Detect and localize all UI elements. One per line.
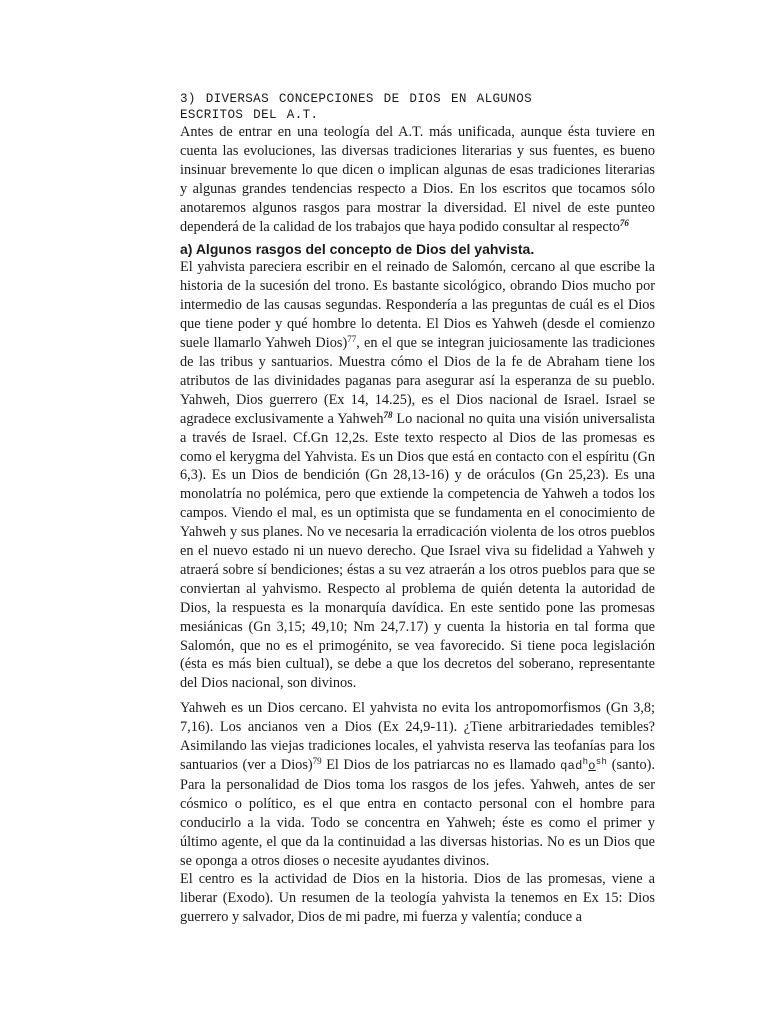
footnote-ref-79[interactable]: 79 <box>312 756 322 767</box>
subheading-yahvista: a) Algunos rasgos del concepto de Dios del yahvista. <box>180 241 535 258</box>
footnote-ref-76[interactable]: 76 <box>619 217 629 228</box>
section-heading-line-2: ESCRITOS DEL A.T. <box>180 107 319 122</box>
intro-paragraph <box>180 123 655 236</box>
paragraph-yahvista-2 <box>180 699 655 870</box>
translit-part: sh <box>595 757 608 768</box>
paragraph-text: El yahvista pareciera escribir en el reinado de Salomón, cercano al que escribe la historia de la sucesión del trono. Es bastante sicológico, obrando Dios mucho por intermedio de las causas segundas. Respondería a las preguntas de cuál es el Dios que tiene poder y qué hombre lo detenta. El Dios es Yahweh (desde el comienzo suele llamarlo Yahweh Dios) <box>180 259 655 352</box>
paragraph-yahvista-3 <box>180 870 655 927</box>
paragraph-text: , en el que se integran juiciosamente las tradiciones de las tribus y santuarios. Muestra cómo el Dios de la fe de Abraham tiene los atributos de las divinidades paganas para asegurar así la esperanza de su pueblo. Yahweh, Dios guerrero (Ex 14, 14.25), es el Dios nacional de Israel. Israel se agradece exclusivamente a Yahweh <box>180 335 655 427</box>
section-heading-line-1: 3) DIVERSAS CONCEPCIONES DE DIOS EN ALGUNOS <box>180 92 533 106</box>
paragraph-yahvista-1 <box>180 258 655 693</box>
footnote-ref-77[interactable]: 77 <box>347 334 357 345</box>
translit-part: o <box>588 759 596 773</box>
section-heading <box>180 92 655 123</box>
paragraph-text: El Dios de los patriarcas no es llamado <box>321 757 561 773</box>
transliteration-qadhosh <box>560 759 607 773</box>
document-page <box>180 92 655 927</box>
paragraph-text: El centro es la actividad de Dios en la historia. Dios de las promesas, viene a liberar (Exodo). Un resumen de la teología yahvista la tenemos en Ex 15: Dios guerrero y salvador, Dios de mi padre, mi fuerza y valentía; conduce a <box>180 871 655 926</box>
translit-part: qad <box>560 759 583 773</box>
paragraph-text: Lo nacional no quita una visión universalista a través de Israel. Cf.Gn 12,2s. Este texto respecto al Dios de las promesas es como el kerygma del Yahvista. Es un Dios que está en contacto con el espíritu (Gn 6,3). Es un Dios de bendición (Gn 28,13-16) y de oráculos (Gn 25,23). Es una monolatría no polémica, pero que extiende la competencia de Yahweh a todos los campos. Viendo el mal, es un optimista que se fundamenta en el conocimiento de Yahweh y sus planes. No ve necesaria la erradicación violenta de los otros pueblos en el nuevo estado ni un nuevo derecho. Que Israel viva su fidelidad a Yahweh y atraerá sobre sí bendiciones; éstas a su vez atraerán a los otros pueblos para que se conviertan al yahvismo. Respecto al problema de quién detenta la autoridad de Dios, la respuesta es la monarquía davídica. En este sentido pone las promesas mesiánicas (Gn 3,15; 49,10; Nm 24,7.17) y cuenta la historia en tal forma que Salomón, que no es el primogénito, se vea favorecido. Si tiene poca legislación (ésta es más bien cultual), se debe a que los decretos del soberano, representante del Dios nacional, son divinos. <box>180 410 655 692</box>
footnote-ref-78[interactable]: 78 <box>383 409 393 420</box>
paragraph-text: Yahweh es un Dios cercano. El yahvista no evita los antropomorfismos (Gn 3,8; 7,16). Los ancianos ven a Dios (Ex 24,9-11). ¿Tiene arbitrariedades temibles? Asimilando las viejas tradiciones locales, el yahvista reserva las teofanías para los santuarios (ver a Dios) <box>180 700 655 773</box>
translit-part: h <box>582 757 589 768</box>
intro-text: Antes de entrar en una teología del A.T. más unificada, aunque ésta tuviere en cuenta las evoluciones, las diversas tradiciones literarias y sus fuentes, es bueno insinuar brevemente lo que dicen o implican algunas de esas tradiciones literarias y algunas grandes tendencias respecto a Dios. En los escritos que tocamos sólo anotaremos algunos rasgos para mostrar la diversidad. El nivel de este punteo dependerá de la calidad de los trabajos que haya podido consultar al respecto <box>180 124 655 235</box>
paragraph-text: (santo). Para la personalidad de Dios toma los rasgos de los jefes. Yahweh, antes de ser cósmico o político, es el que entra en contacto personal con el hombre para conducirlo a la vida. Todo se concentra en Yahweh; éste es como el primer y último agente, el que da la continuidad a las diversas historias. No es un Dios que se oponga a otros dioses o necesite ayudantes divinos. <box>180 757 655 869</box>
